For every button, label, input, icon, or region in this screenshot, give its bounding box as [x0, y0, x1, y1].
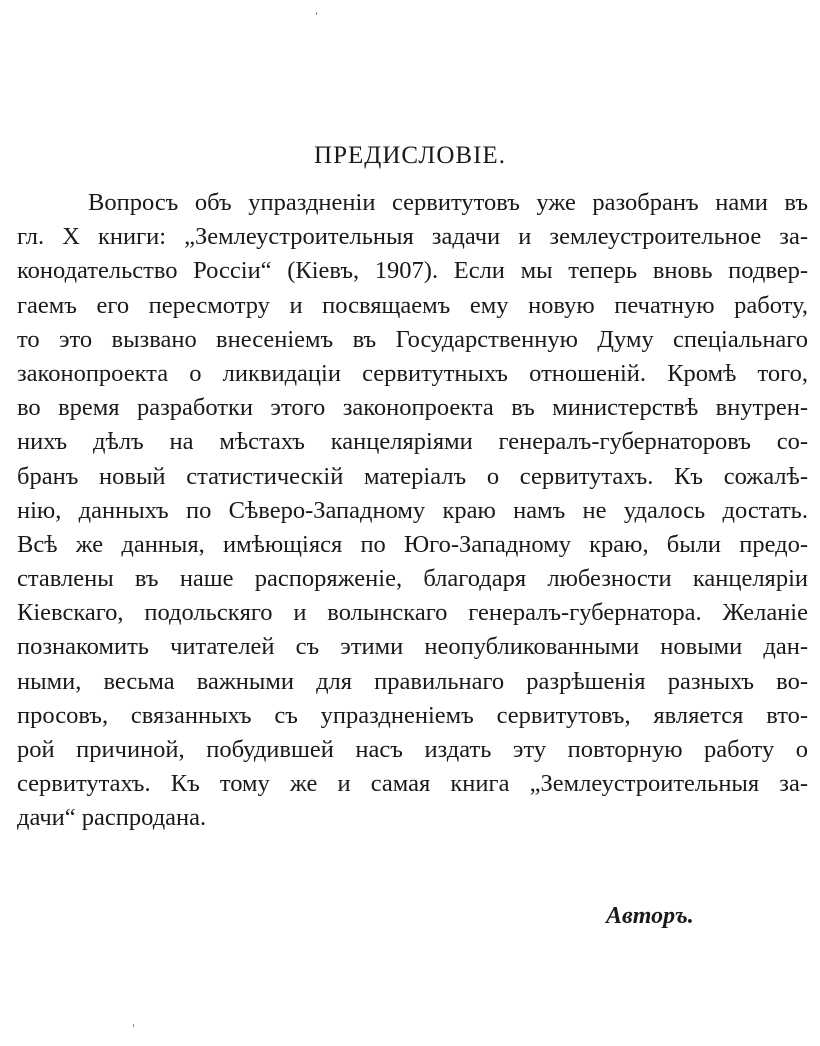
scan-speck [316, 12, 317, 15]
text-line: конодательство Россіи“ (Кіевъ, 1907). Если мы теперь вновь подвер- [17, 257, 808, 285]
author-signature: Авторъ. [606, 903, 694, 929]
text-line: бранъ новый статистическій матеріалъ о сервитутахъ. Къ сожалѣ- [17, 462, 808, 490]
text-line: гаемъ его пересмотру и посвящаемъ ему новую печатную работу, [17, 291, 808, 319]
text-line: рой причиной, побудившей насъ издать эту повторную работу о [17, 736, 808, 763]
text-line: нію, данныхъ по Сѣверо-Западному краю намъ не удалось достать. [17, 496, 808, 524]
page-title: ПРЕДИСЛОВІЕ. [314, 142, 506, 169]
text-line: то это вызвано внесеніемъ въ Государственную Думу спеціальнаго [17, 325, 808, 353]
text-line: Кіевскаго, подольскяго и волынскаго генералъ-губернатора. Желаніе [17, 599, 808, 627]
text-line: во время разработки этого законопроекта въ министерствѣ внутрен- [17, 394, 808, 422]
text-line: Вопросъ объ упраздненіи сервитутовъ уже разобранъ нами въ [88, 189, 808, 216]
scan-speck [133, 1024, 134, 1027]
text-line: законопроекта о ликвидаціи сервитутныхъ отношеній. Кромѣ того, [17, 359, 808, 387]
text-line: просовъ, связанныхъ съ упраздненіемъ сервитутовъ, является вто- [17, 701, 808, 729]
text-line: дачи“ распродана. [17, 804, 207, 832]
text-line: ными, весьма важными для правильнаго разрѣшенія разныхъ во- [17, 667, 808, 695]
text-line: сервитутахъ. Къ тому же и самая книга „Землеустроительныя за- [17, 770, 808, 798]
text-line: нихъ дѣлъ на мѣстахъ канцеляріями генералъ-губернаторовъ со- [17, 428, 808, 456]
preface-paragraph [17, 186, 808, 836]
text-line: гл. X книги: „Землеустроительныя задачи и землеустроительное за- [17, 223, 808, 251]
text-line: познакомить читателей съ этими неопубликованными новыми дан- [17, 633, 808, 661]
text-line: ставлены въ наше распоряженіе, благодаря любезности канцеляріи [17, 565, 808, 593]
text-line: Всѣ же данныя, имѣющіяся по Юго-Западному краю, были предо- [17, 530, 808, 558]
